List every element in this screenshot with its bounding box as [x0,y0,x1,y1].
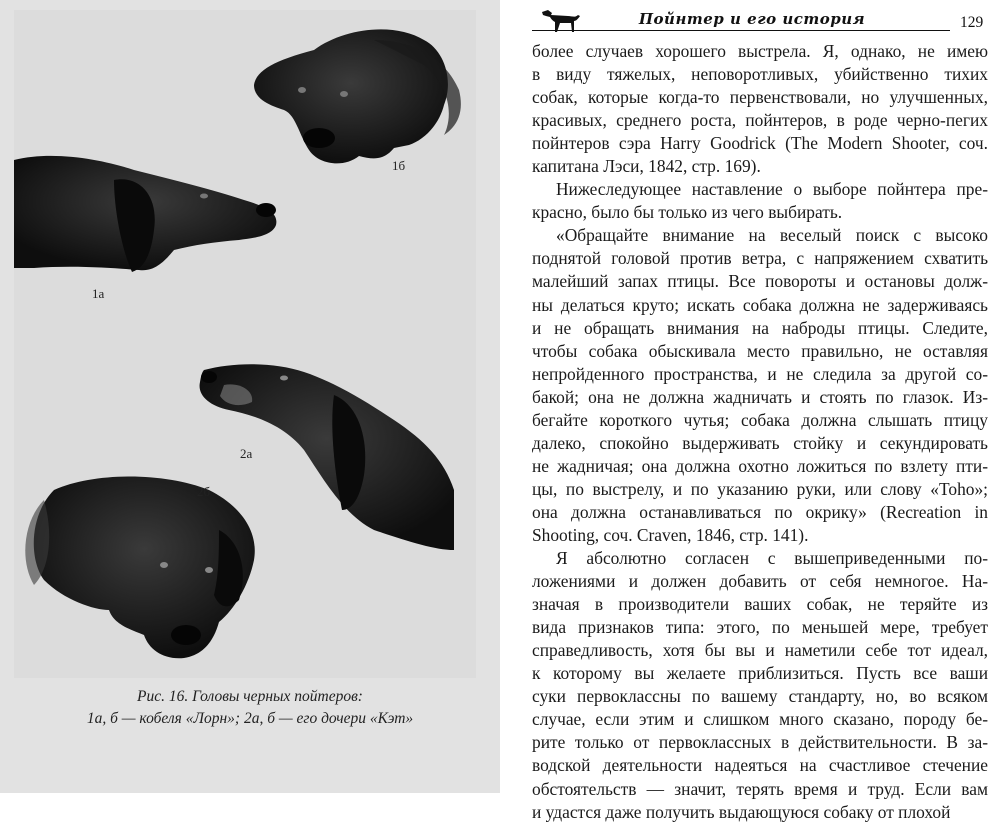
text-line: бегайте короткого чутья; собака должна слышать птицу [532,409,988,430]
figure-label-1a: 1а [92,286,105,301]
paragraph [532,40,988,178]
text-line: пойнтеров сэра Harry Goodrick (The Modern Shooter, соч. [532,133,988,154]
text-line: случае, если этим и слишком много сказано, породу бе- [532,709,988,730]
text-line: чтобы собака обыскивала место правильно, не оставляя [532,340,988,361]
figure-label-2a: 2а [240,446,253,461]
body-text [532,40,988,824]
text-line: рите только от первоклассных в действительности. В за- [532,732,988,753]
caption-line-1: Рис. 16. Головы черных пойтеров: [137,688,363,705]
text-line: Я абсолютно согласен с вышеприведенными по- [556,548,988,569]
illustration-plate [14,10,476,678]
running-title: Пойнтер и его история [638,10,866,28]
page-number: 129 [960,14,984,31]
text-line: и удастся даже получить выдающуюся собаку от плохой [532,801,951,822]
text-line: справедливость, хотя бы вы и наметили себе тот идеал, [532,640,988,661]
pointer-heads-illustration [14,10,476,678]
running-header [532,6,1000,38]
dog-head-2b [25,477,254,659]
text-line: непройденного пространства, и не следила за другой со- [532,363,988,384]
text-line: и не обращать внимания на наброды птицы. Следите, [532,317,988,338]
paragraph [532,178,988,224]
text-line: «Обращайте внимание на веселый поиск с высоко [556,225,988,246]
text-line: цы, по выстрелу, и по указанию руки, или слову «Toho»; [532,478,988,499]
text-line: малейший запах птицы. Все повороты и остановы долж- [532,271,988,292]
text-line: поднятой головой против ветра, с напряжением схватить [532,248,988,269]
text-line: бакой; она не должна жадничать и стоять по глазок. Из- [532,386,988,407]
text-line: далеко, спокойно выдерживать стойку и секундировать [532,432,988,453]
text-line: не жадничая; она должна охотно ложиться по взлету пти- [532,455,988,476]
text-line: значая в производители ваших собак, не теряйте из [532,594,988,615]
text-line: ны делаться круто; искать собака должна не задерживаясь [532,294,988,315]
text-line: она должна останавливаться по окрику» (Recreation in [532,501,988,522]
dog-head-1a [14,156,276,272]
paragraph [532,224,988,547]
text-line: ложениями и должен добавить от себя немногое. На- [532,571,988,592]
right-page [500,0,1000,822]
text-line: красно, было бы только из чего выбирать. [532,202,843,223]
figure-label-1b: 1б [392,158,406,173]
text-line: обстоятельств — значит, терять время и труд. Если вам [532,778,988,799]
figure-caption [20,686,480,730]
text-line: водской деятельности надеяться на счастливое стечение [532,755,988,776]
dog-head-1b [254,29,461,163]
text-line: красивых, среднего роста, пойнтеров, в роде черно-пегих [532,110,988,131]
text-line: к которому вы желаете приблизиться. Пусть все ваши [532,663,988,684]
text-line: в виду тяжелых, неповоротливых, убийственно тихих [532,64,988,85]
text-line: вида признаков типа: этого, по меньшей мере, требует [532,617,988,638]
dog-silhouette-icon [538,6,582,34]
text-line: капитана Лэси, 1842, стр. 169). [532,156,761,177]
paragraph [532,547,988,824]
text-line: собак, которые когда-то первенствовали, но улучшенных, [532,87,988,108]
caption-line-2: 1а, б — кобеля «Лорн»; 2а, б — его дочери «Кэт» [86,710,414,727]
left-page [0,0,501,793]
text-line: Нижеследующее наставление о выборе пойнтера пре- [556,179,988,200]
text-line: Shooting, соч. Craven, 1846, стр. 141). [532,524,809,545]
text-line: более случаев хорошего выстрела. Я, однако, не имею [532,41,988,61]
text-line: суки первоклассны по вашему стандарту, но, во всяком [532,686,988,707]
figure-label-2b: 2б [197,484,211,499]
